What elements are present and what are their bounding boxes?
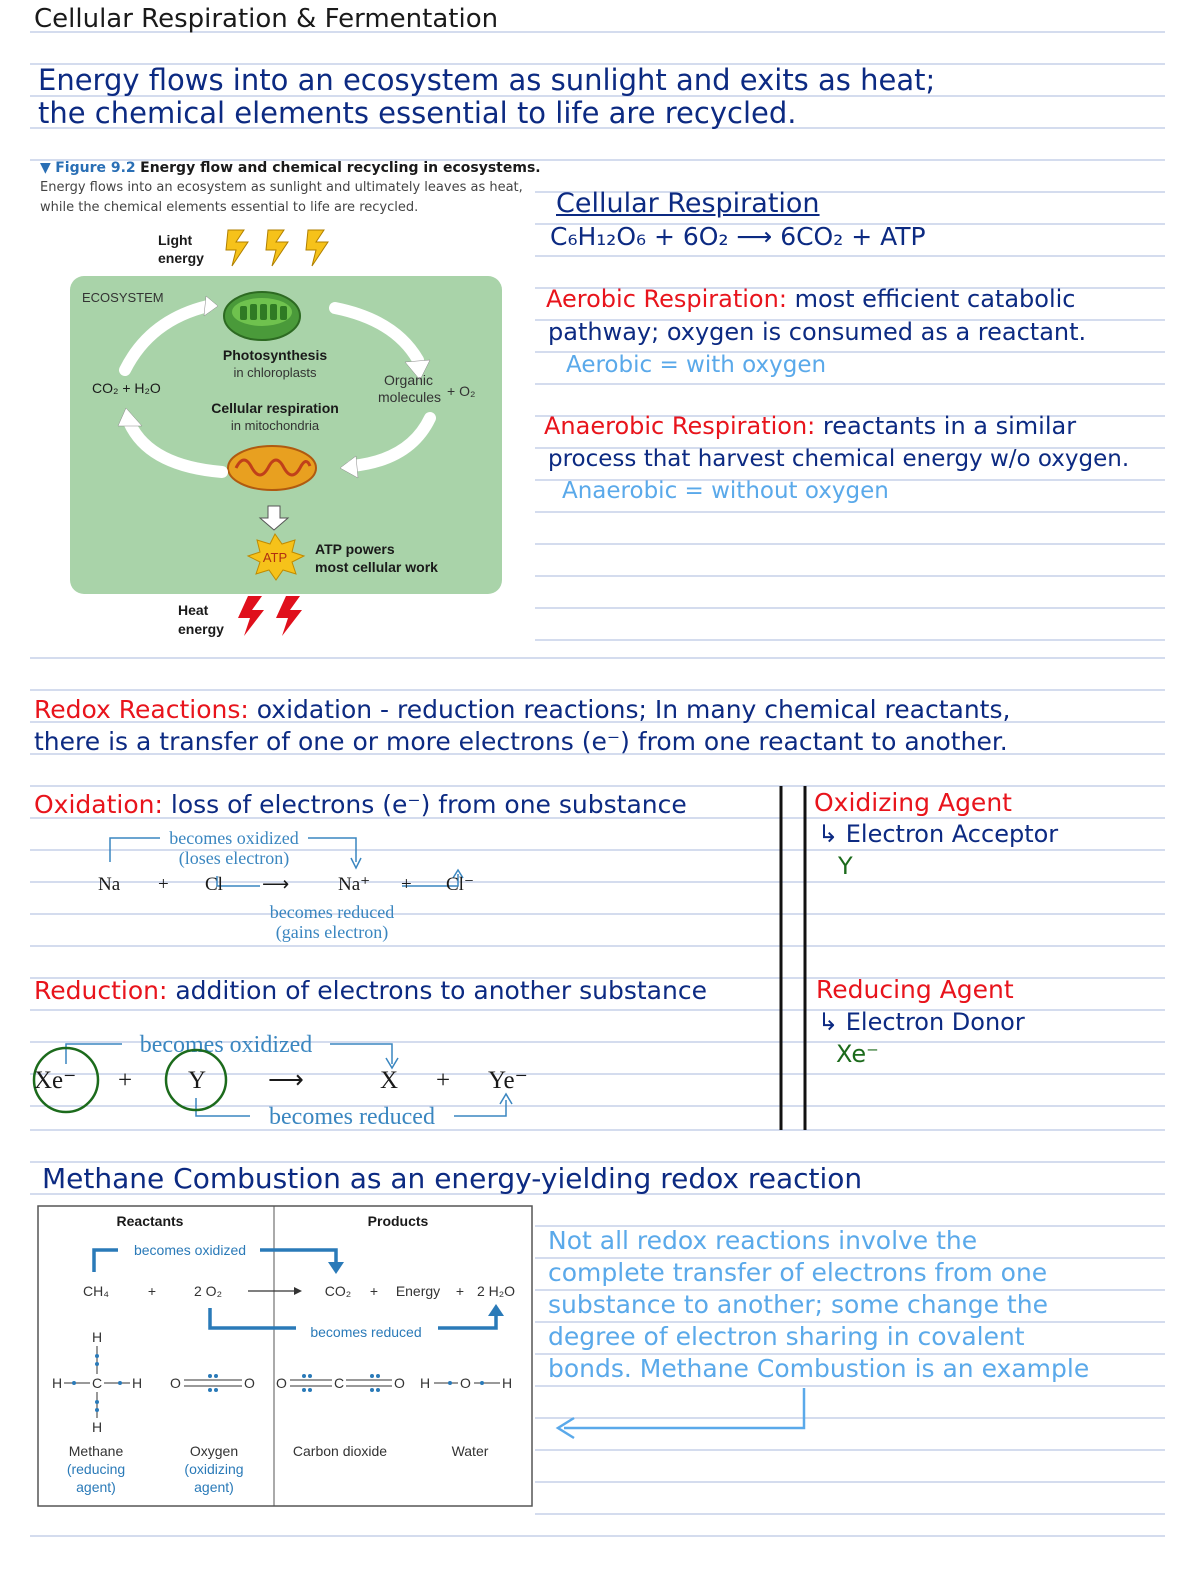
cl-symbol: Cl	[205, 874, 223, 895]
reactants-header: Reactants	[116, 1213, 184, 1229]
heat-energy-label: energy	[178, 621, 224, 637]
methane-plus-2: +	[369, 1283, 379, 1299]
ye-symbol: Ye⁻	[488, 1067, 528, 1094]
heat-bolt-icon	[238, 596, 302, 636]
figure-number: Figure 9.2	[55, 160, 136, 176]
oxygen-role-2: agent)	[194, 1479, 234, 1495]
methane-becomes-reduced: becomes reduced	[310, 1324, 422, 1340]
svg-text:H: H	[132, 1375, 143, 1391]
svg-text:H: H	[92, 1419, 103, 1435]
na-plus-symbol: Na⁺	[338, 874, 371, 895]
methane-becomes-oxidized: becomes oxidized	[133, 1242, 247, 1258]
nacl-loses-electron: (loses electron)	[178, 848, 290, 868]
nacl-diagram	[80, 824, 500, 948]
intro-line-1: Energy flows into an ecosystem as sunlight and exits as heat;	[38, 63, 936, 97]
co2-h2o-label: CO₂ + H₂O	[92, 380, 161, 396]
energy-label: Energy	[395, 1283, 441, 1299]
svg-text:C: C	[334, 1375, 345, 1391]
oxidation-line	[34, 790, 687, 819]
anaerobic-def-1: reactants in a similar	[822, 412, 1077, 440]
aerobic-def-1: most efficient catabolic	[794, 285, 1076, 313]
anaerobic-line-1	[544, 412, 1076, 440]
cl-minus-symbol: Cl⁻	[446, 874, 474, 895]
redox-def-1: oxidation - reduction reactions; In many chemical reactants,	[256, 695, 1011, 724]
xe-y-diagram	[28, 1024, 548, 1136]
svg-text:O: O	[276, 1375, 287, 1391]
page-title: Cellular Respiration & Fermentation	[34, 4, 499, 34]
redox-line-1	[34, 695, 1010, 724]
reducing-agent-example: Xe⁻	[836, 1040, 879, 1068]
anaerobic-term: Anaerobic Respiration:	[544, 412, 816, 440]
figure-heading: Energy flow and chemical recycling in ecosystems.	[140, 160, 541, 176]
plus-o2-label: + O₂	[447, 383, 476, 399]
svg-text:H: H	[420, 1375, 431, 1391]
chevron-down-icon: ▼	[40, 160, 51, 176]
methane-note-1: Not all redox reactions involve the	[548, 1226, 978, 1255]
oxygen-name: Oxygen	[189, 1443, 239, 1459]
reducing-agent-role: ↳ Electron Donor	[818, 1008, 1025, 1036]
most-work-label: most cellular work	[315, 559, 438, 575]
oxidation-term: Oxidation:	[34, 790, 163, 819]
methane-note-4: degree of electron sharing in covalent	[548, 1322, 1025, 1351]
x-symbol: X	[380, 1067, 399, 1094]
atp-powers-label: ATP powers	[315, 541, 395, 557]
mitochondrion-icon	[228, 446, 316, 490]
svg-text:O: O	[170, 1375, 181, 1391]
oxidizing-agent-term: Oxidizing Agent	[814, 788, 1012, 817]
xe-becomes-reduced: becomes reduced	[269, 1104, 435, 1130]
light-label: Light	[158, 232, 193, 248]
nacl-arrow: ⟶	[262, 874, 290, 895]
methane-note-5: bonds. Methane Combustion is an example	[548, 1354, 1090, 1383]
ecosystem-label: ECOSYSTEM	[82, 290, 164, 305]
anaerobic-def-2: process that harvest chemical energy w/o oxygen.	[548, 446, 1130, 472]
y-symbol: Y	[188, 1067, 207, 1094]
aerobic-note: Aerobic = with oxygen	[566, 352, 827, 378]
svg-text:H: H	[92, 1329, 103, 1345]
co2-formula: CO₂	[324, 1283, 352, 1299]
ecosystem-figure	[0, 220, 540, 650]
chloroplast-icon	[224, 292, 300, 340]
cellular-respiration-label: Cellular respiration	[211, 400, 339, 416]
light-energy-label: energy	[158, 250, 204, 266]
mitochondria-label: in mitochondria	[230, 418, 320, 433]
xe-plus-1: +	[118, 1067, 133, 1094]
co2-name: Carbon dioxide	[292, 1443, 388, 1459]
ch4-formula: CH₄	[83, 1283, 109, 1299]
figure-title	[40, 160, 541, 176]
svg-text:O: O	[394, 1375, 405, 1391]
oxidizing-agent-role: ↳ Electron Acceptor	[818, 820, 1059, 848]
nacl-plus-2: +	[401, 874, 412, 895]
atp-label: ATP	[262, 550, 288, 565]
methane-role-2: agent)	[76, 1479, 116, 1495]
methane-note-2: complete transfer of electrons from one	[548, 1258, 1048, 1287]
nacl-becomes-oxidized: becomes oxidized	[169, 828, 299, 848]
aerobic-def-2: pathway; oxygen is consumed as a reactant.	[548, 318, 1087, 346]
xe-arrow: ⟶	[268, 1067, 304, 1094]
xe-becomes-oxidized: becomes oxidized	[139, 1032, 313, 1058]
methane-name: Methane	[68, 1443, 124, 1459]
redox-def-2: there is a transfer of one or more electrons (e⁻) from one reactant to another.	[34, 727, 1008, 756]
methane-plus-3: +	[455, 1283, 465, 1299]
methane-plus-1: +	[147, 1283, 157, 1299]
svg-text:H: H	[502, 1375, 513, 1391]
methane-combustion-table	[36, 1204, 534, 1508]
methane-role-1: (reducing	[66, 1461, 126, 1477]
svg-text:O: O	[460, 1375, 471, 1391]
water-name: Water	[451, 1443, 489, 1459]
anaerobic-note: Anaerobic = without oxygen	[562, 478, 889, 504]
methane-heading: Methane Combustion as an energy-yielding redox reaction	[42, 1162, 863, 1195]
figure-caption-2: while the chemical elements essential to life are recycled.	[40, 200, 419, 215]
reduction-def: addition of electrons to another substance	[175, 976, 707, 1005]
methane-note-3: substance to another; some change the	[548, 1290, 1048, 1319]
svg-text:H: H	[52, 1375, 63, 1391]
nacl-plus-1: +	[158, 874, 169, 895]
xe-plus-2: +	[436, 1067, 451, 1094]
nacl-gains-electron: (gains electron)	[275, 922, 389, 942]
reduction-line	[34, 976, 707, 1005]
two-o2-formula: 2 O₂	[194, 1283, 222, 1299]
svg-text:O: O	[244, 1375, 255, 1391]
respiration-heading: Cellular Respiration	[556, 188, 820, 219]
aerobic-line-1	[546, 285, 1075, 313]
oxygen-role-1: (oxidizing	[184, 1461, 244, 1477]
chloroplasts-label: in chloroplasts	[233, 365, 317, 380]
intro-line-2: the chemical elements essential to life are recycled.	[38, 96, 797, 130]
figure-caption-1: Energy flows into an ecosystem as sunlight and ultimately leaves as heat,	[40, 180, 523, 195]
respiration-equation: C₆H₁₂O₆ + 6O₂ ⟶ 6CO₂ + ATP	[550, 222, 926, 251]
light-bolt-icon	[226, 230, 328, 266]
redox-term: Redox Reactions:	[34, 695, 249, 724]
aerobic-term: Aerobic Respiration:	[546, 285, 787, 313]
nacl-becomes-reduced: becomes reduced	[269, 902, 395, 922]
products-header: Products	[367, 1213, 429, 1229]
reduction-term: Reduction:	[34, 976, 168, 1005]
heat-label: Heat	[178, 602, 209, 618]
two-h2o-formula: 2 H₂O	[476, 1283, 516, 1299]
organic-label: Organic	[384, 372, 434, 388]
na-symbol: Na	[98, 874, 121, 895]
xe-symbol: Xe⁻	[34, 1067, 77, 1094]
oxidation-def: loss of electrons (e⁻) from one substance	[170, 790, 687, 819]
molecules-label: molecules	[378, 389, 442, 405]
oxidizing-agent-example: Y	[838, 852, 853, 880]
svg-text:C: C	[92, 1375, 103, 1391]
reducing-agent-term: Reducing Agent	[816, 975, 1014, 1004]
photosynthesis-label: Photosynthesis	[222, 347, 328, 363]
pointer-arrow-icon	[550, 1384, 820, 1444]
